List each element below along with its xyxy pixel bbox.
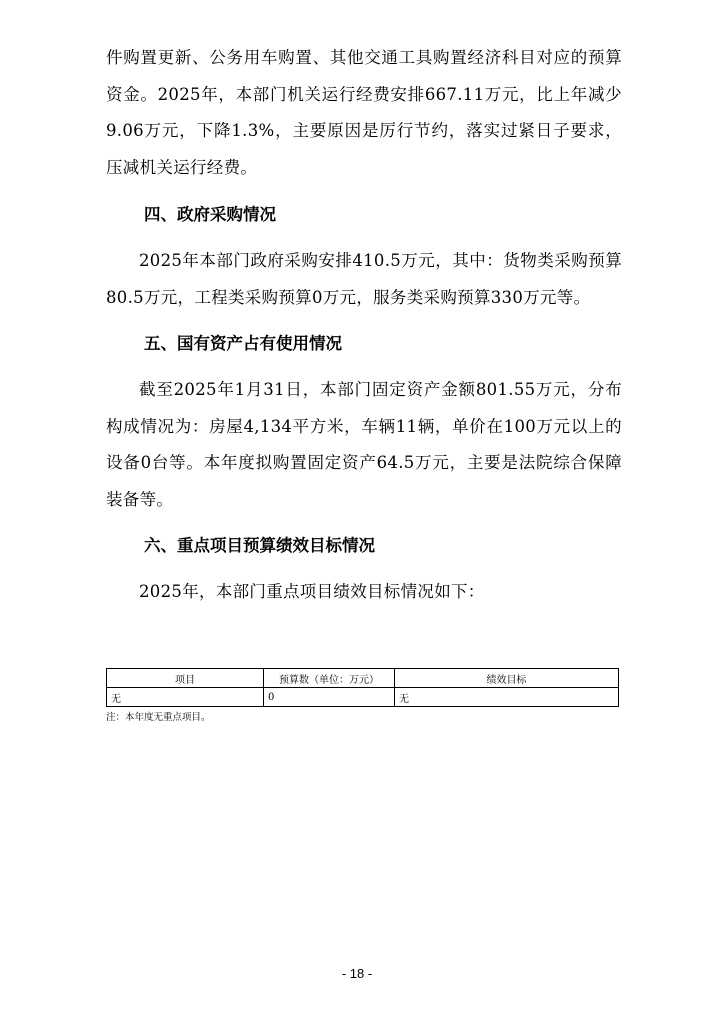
paragraph-performance-goals: 2025年，本部门重点项目绩效目标情况如下：: [139, 582, 485, 601]
document-body: [106, 40, 622, 611]
table-header-row: [107, 669, 619, 688]
section-heading-state-assets: 五、国有资产占有使用情况: [144, 334, 342, 353]
table-header-project: 项目: [107, 669, 264, 688]
performance-goals-table: [106, 668, 619, 707]
table-header-goal: 绩效目标: [395, 669, 619, 688]
table-header-budget: 预算数（单位：万元）: [264, 669, 395, 688]
table-row: [107, 688, 619, 707]
section-heading-performance-goals: 六、重点项目预算绩效目标情况: [144, 536, 375, 555]
page-number: - 18 -: [341, 966, 373, 981]
section-heading-procurement: 四、政府采购情况: [144, 205, 276, 224]
paragraph-procurement: 2025年本部门政府采购安排410.5万元，其中：货物类采购预算80.5万元，工程类采购预算0万元，服务类采购预算330万元等。: [106, 251, 622, 307]
table-cell-goal: 无: [395, 688, 619, 707]
table-cell-project: 无: [107, 688, 264, 707]
table-cell-budget: 0: [264, 688, 395, 707]
paragraph-continuation: 件购置更新、公务用车购置、其他交通工具购置经济科目对应的预算资金。2025年，本部门机关运行经费安排667.11万元，比上年减少9.06万元，下降1.3%，主要原因是厉行节约，落实过紧日子要求，压减机关运行经费。: [106, 48, 622, 177]
table-note: 注：本年度无重点项目。: [106, 712, 211, 723]
performance-table-section: [106, 668, 619, 723]
paragraph-state-assets: 截至2025年1月31日，本部门固定资产金额801.55万元，分布构成情况为：房屋4,134平方米，车辆11辆，单价在100万元以上的设备0台等。本年度拟购置固定资产64.5万元，主要是法院综合保障装备等。: [106, 380, 622, 509]
